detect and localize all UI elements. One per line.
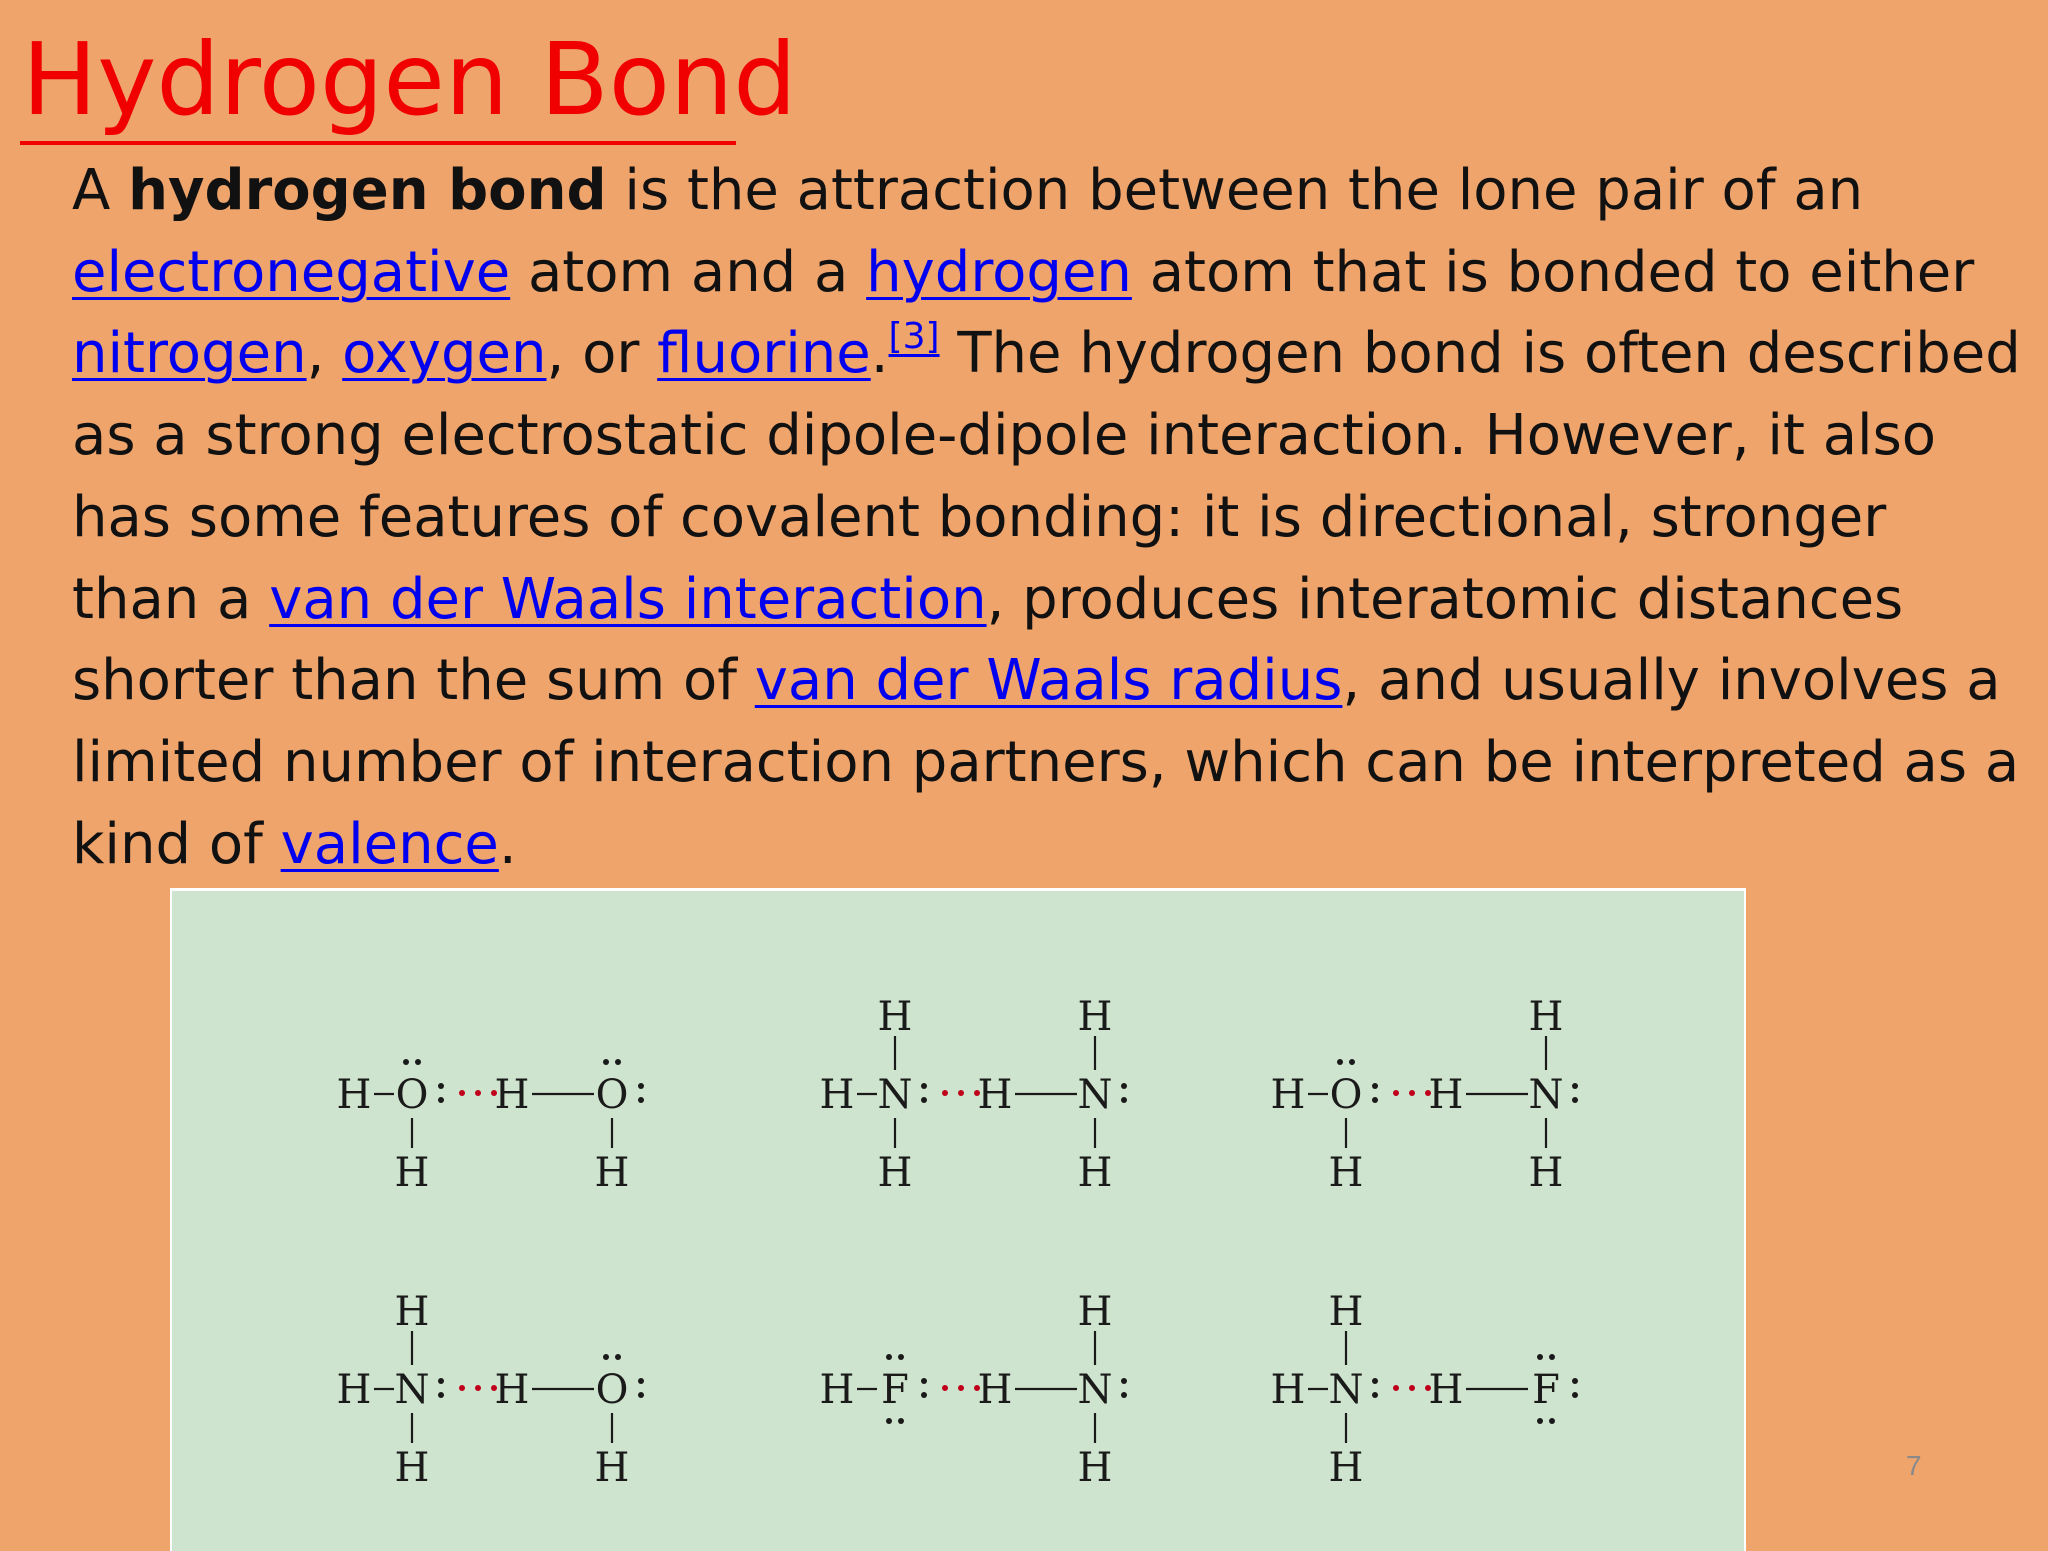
definition-paragraph <box>72 150 2022 885</box>
hydrogen-bond-dot <box>1409 1090 1415 1096</box>
lone-pair-dot <box>638 1392 644 1398</box>
hydrogen-atom: H <box>336 1072 372 1118</box>
lone-pair-dot <box>921 1097 927 1103</box>
page-number: 7 <box>1906 1450 1922 1481</box>
text-run: atom that is bonded to either <box>1131 239 1975 305</box>
donor-atom: O <box>395 1072 429 1118</box>
hydrogen-atom: H <box>1328 1150 1364 1196</box>
link-hydrogen[interactable]: hydrogen <box>866 239 1132 305</box>
lone-pair-dot <box>1572 1083 1578 1089</box>
lone-pair-dot <box>603 1354 609 1360</box>
lone-pair-dot <box>615 1354 621 1360</box>
link-valence[interactable]: valence <box>280 811 499 877</box>
acceptor-atom: N <box>1528 1072 1564 1118</box>
lone-pair-dot <box>921 1392 927 1398</box>
lone-pair-dot <box>415 1059 421 1065</box>
lone-pair-dot <box>1549 1354 1555 1360</box>
lone-pair-dot <box>898 1418 904 1424</box>
text-run: The hydrogen bond is often described as a strong electrostatic dipole-dipole interaction. However, it also has some features of covalent bonding: it is directional, stronger than a <box>72 321 2021 632</box>
donor-atom: N <box>1328 1367 1364 1413</box>
hydrogen-bond-dot <box>942 1090 948 1096</box>
lone-pair-dot <box>1572 1378 1578 1384</box>
hydrogen-atom: H <box>494 1072 530 1118</box>
lone-pair-dot <box>898 1354 904 1360</box>
lone-pair-dot <box>1537 1418 1543 1424</box>
lone-pair-dot <box>1372 1083 1378 1089</box>
hydrogen-atom: H <box>1077 1150 1113 1196</box>
hydrogen-atom: H <box>1528 1150 1564 1196</box>
acceptor-atom: F <box>1532 1367 1560 1413</box>
lone-pair-dot <box>638 1083 644 1089</box>
lone-pair-dot <box>921 1083 927 1089</box>
hydrogen-bond-dot <box>459 1090 465 1096</box>
hydrogen-atom: H <box>1428 1367 1464 1413</box>
link-fluorine[interactable]: fluorine <box>657 321 871 387</box>
lone-pair-dot <box>1121 1097 1127 1103</box>
text-run: is the attraction between the lone pair of an <box>606 158 1864 223</box>
citation-link[interactable]: [3] <box>888 316 940 358</box>
donor-atom: O <box>1329 1072 1363 1118</box>
lone-pair-dot <box>1121 1083 1127 1089</box>
hydrogen-atom: H <box>819 1367 855 1413</box>
hydrogen-atom: H <box>594 1150 630 1196</box>
acceptor-atom: N <box>1077 1072 1113 1118</box>
hydrogen-bond-dot <box>958 1090 964 1096</box>
hydrogen-atom: H <box>819 1072 855 1118</box>
lone-pair-dot <box>438 1378 444 1384</box>
text-run: , and usually involves a limited number of interaction partners, which can be interpreted as a kind of <box>72 648 2020 877</box>
text-run: . <box>870 321 889 387</box>
hydrogen-atom: H <box>1428 1072 1464 1118</box>
text-run: , or <box>546 321 658 387</box>
lone-pair-dot <box>1572 1392 1578 1398</box>
lewis-structures-diagram <box>172 891 1744 1551</box>
lone-pair-dot <box>638 1097 644 1103</box>
text-run: A <box>72 158 129 223</box>
hydrogen-atom: H <box>977 1367 1013 1413</box>
hydrogen-bond-dot <box>942 1385 948 1391</box>
hydrogen-atom: H <box>1270 1072 1306 1118</box>
lone-pair-dot <box>615 1059 621 1065</box>
lone-pair-dot <box>921 1378 927 1384</box>
lone-pair-dot <box>886 1418 892 1424</box>
hydrogen-atom: H <box>977 1072 1013 1118</box>
text-run: atom and a <box>510 239 867 305</box>
lone-pair-dot <box>1572 1097 1578 1103</box>
hydrogen-atom: H <box>877 1150 913 1196</box>
lone-pair-dot <box>1121 1378 1127 1384</box>
text-run: , <box>306 321 343 387</box>
hydrogen-bond-figure <box>170 888 1746 1551</box>
lone-pair-dot <box>1537 1354 1543 1360</box>
hydrogen-atom: H <box>1077 994 1113 1040</box>
acceptor-atom: N <box>1077 1367 1113 1413</box>
hydrogen-atom: H <box>336 1367 372 1413</box>
link-van-der-waals-radius[interactable]: van der Waals radius <box>754 648 1343 714</box>
hydrogen-bond-dot <box>1409 1385 1415 1391</box>
link-oxygen[interactable]: oxygen <box>342 321 547 387</box>
text-run: . <box>498 811 517 877</box>
lone-pair-dot <box>1121 1392 1127 1398</box>
donor-atom: N <box>877 1072 913 1118</box>
hydrogen-atom: H <box>877 994 913 1040</box>
lone-pair-dot <box>1549 1418 1555 1424</box>
hydrogen-bond-dot <box>475 1385 481 1391</box>
hydrogen-bond-dot <box>958 1385 964 1391</box>
hydrogen-atom: H <box>1077 1289 1113 1335</box>
lone-pair-dot <box>438 1097 444 1103</box>
lone-pair-dot <box>438 1392 444 1398</box>
hydrogen-bond-dot <box>459 1385 465 1391</box>
hydrogen-atom: H <box>394 1445 430 1491</box>
link-van-der-waals-interaction[interactable]: van der Waals interaction <box>269 566 987 632</box>
bold-term: hydrogen bond <box>128 158 607 223</box>
lone-pair-dot <box>886 1354 892 1360</box>
hydrogen-atom: H <box>594 1445 630 1491</box>
hydrogen-atom: H <box>1270 1367 1306 1413</box>
hydrogen-atom: H <box>1328 1289 1364 1335</box>
link-electronegative[interactable]: electronegative <box>72 239 511 305</box>
hydrogen-atom: H <box>394 1289 430 1335</box>
lone-pair-dot <box>1337 1059 1343 1065</box>
text-run: , produces interatomic distances shorter than the sum of <box>72 566 1904 714</box>
donor-atom: N <box>394 1367 430 1413</box>
lone-pair-dot <box>1372 1378 1378 1384</box>
lone-pair-dot <box>1372 1392 1378 1398</box>
lone-pair-dot <box>1349 1059 1355 1065</box>
slide-title: Hydrogen Bond <box>22 21 797 138</box>
acceptor-atom: O <box>595 1367 629 1413</box>
lone-pair-dot <box>1372 1097 1378 1103</box>
lone-pair-dot <box>438 1083 444 1089</box>
link-nitrogen[interactable]: nitrogen <box>72 321 307 387</box>
title-underline <box>20 141 736 145</box>
hydrogen-atom: H <box>394 1150 430 1196</box>
lone-pair-dot <box>603 1059 609 1065</box>
hydrogen-bond-dot <box>1393 1385 1399 1391</box>
donor-atom: F <box>881 1367 909 1413</box>
hydrogen-atom: H <box>494 1367 530 1413</box>
lone-pair-dot <box>638 1378 644 1384</box>
lone-pair-dot <box>403 1059 409 1065</box>
hydrogen-atom: H <box>1328 1445 1364 1491</box>
hydrogen-bond-dot <box>475 1090 481 1096</box>
hydrogen-atom: H <box>1528 994 1564 1040</box>
hydrogen-bond-dot <box>1393 1090 1399 1096</box>
acceptor-atom: O <box>595 1072 629 1118</box>
hydrogen-atom: H <box>1077 1445 1113 1491</box>
